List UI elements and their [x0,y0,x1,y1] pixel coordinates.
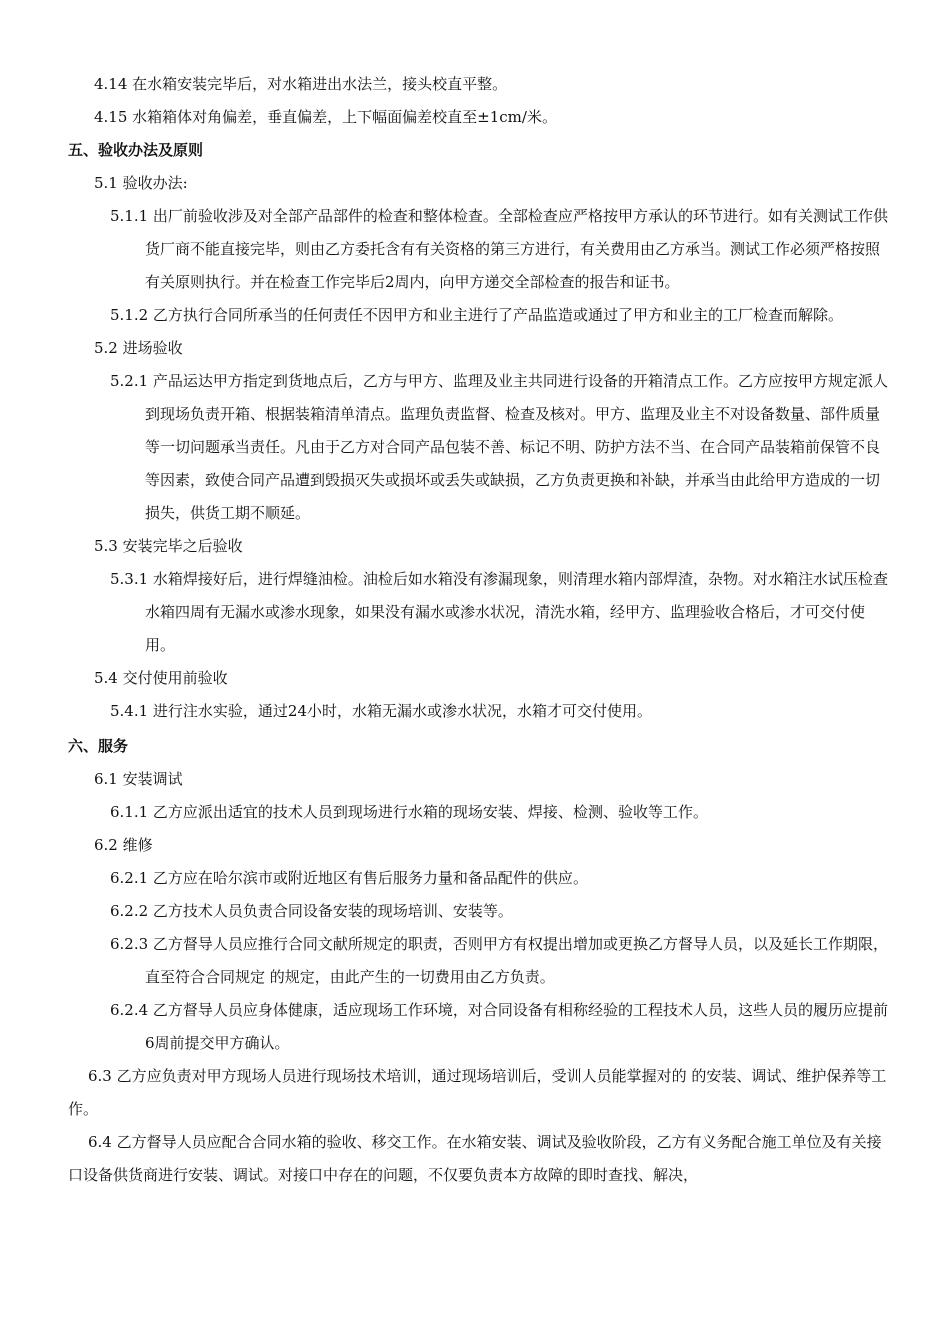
clause-6-2-1: 6.2.1 乙方应在哈尔滨市或附近地区有售后服务力量和备品配件的供应。 [110,869,588,887]
clause-4-15: 4.15 水箱箱体对角偏差，垂直偏差，上下幅面偏差校直至±1cm/米。 [94,108,557,126]
section-heading-5: 五、验收办法及原则 [68,141,204,159]
clause-5-1-1: 5.1.1 出厂前验收涉及对全部产品部件的检查和整体检查。全部检查应严格按甲方承认的环节进行。如有关测试工作供货厂商不能直接完毕，则由乙方委托含有有关资格的第三方进行，有关费用由乙方承当。测试工作必须严格按照有关原则执行。并在检查工作完毕后2周内，向甲方递交全部检查的报告和证书。 [110,207,888,291]
clause-6-1: 6.1 安装调试 [94,770,183,788]
clause-5-4: 5.4 交付使用前验收 [94,669,228,687]
clause-5-2-1: 5.2.1 产品运达甲方指定到货地点后，乙方与甲方、监理及业主共同进行设备的开箱清点工作。乙方应按甲方规定派人到现场负责开箱、根据装箱清单清点。监理负责监督、检查及核对。甲方、监理及业主不对设备数量、部件质量等一切问题承当责任。凡由于乙方对合同产品包装不善、标记不明、防护方法不当、在合同产品装箱前保管不良等因素，致使合同产品遭到毁损灭失或损坏或丢失或缺损，乙方负责更换和补缺，并承当由此给甲方造成的一切损失，供货工期不顺延。 [110,372,888,522]
clause-6-2-4: 6.2.4 乙方督导人员应身体健康，适应现场工作环境，对合同设备有相称经验的工程技术人员，这些人员的履历应提前6周前提交甲方确认。 [110,1001,888,1052]
clause-5-1: 5.1 验收办法: [94,174,188,192]
clause-5-1-2: 5.1.2 乙方执行合同所承当的任何责任不因甲方和业主进行了产品监造或通过了甲方和业主的工厂检查而解除。 [110,306,843,324]
clause-4-14: 4.14 在水箱安装完毕后，对水箱进出水法兰，接头校直平整。 [94,75,508,93]
clause-6-3: 6.3 乙方应负责对甲方现场人员进行现场技术培训，通过现场培训后，受训人员能掌握对的 的安装、调试、维护保养等工作。 [68,1067,887,1118]
clause-5-3-1: 5.3.1 水箱焊接好后，进行焊缝油检。油检后如水箱没有渗漏现象，则清理水箱内部焊渣，杂物。对水箱注水试压检查水箱四周有无漏水或渗水现象，如果没有漏水或渗水状况，清洗水箱，经甲方、监理验收合格后，才可交付使用。 [110,570,888,654]
clause-5-4-1: 5.4.1 进行注水实验，通过24小时，水箱无漏水或渗水状况，水箱才可交付使用。 [110,702,653,720]
section-heading-6: 六、服务 [68,737,129,755]
clause-6-4: 6.4 乙方督导人员应配合合同水箱的验收、移交工作。在水箱安装、调试及验收阶段，乙方有义务配合施工单位及有关接口设备供货商进行安装、调试。对接口中存在的问题，不仅要负责本方故障的即时查找、解决， [68,1133,882,1184]
clause-6-1-1: 6.1.1 乙方应派出适宜的技术人员到现场进行水箱的现场安装、焊接、检测、验收等工作。 [110,803,708,821]
clause-5-2: 5.2 进场验收 [94,339,183,357]
clause-6-2-2: 6.2.2 乙方技术人员负责合同设备安装的现场培训、安装等。 [110,902,513,920]
clause-6-2-3: 6.2.3 乙方督导人员应推行合同文献所规定的职责，否则甲方有权提出增加或更换乙方督导人员，以及延长工作期限，直至符合合同规定 的规定，由此产生的一切费用由乙方负责。 [110,935,888,986]
clause-5-3: 5.3 安装完毕之后验收 [94,537,243,555]
clause-6-2: 6.2 维修 [94,836,153,854]
